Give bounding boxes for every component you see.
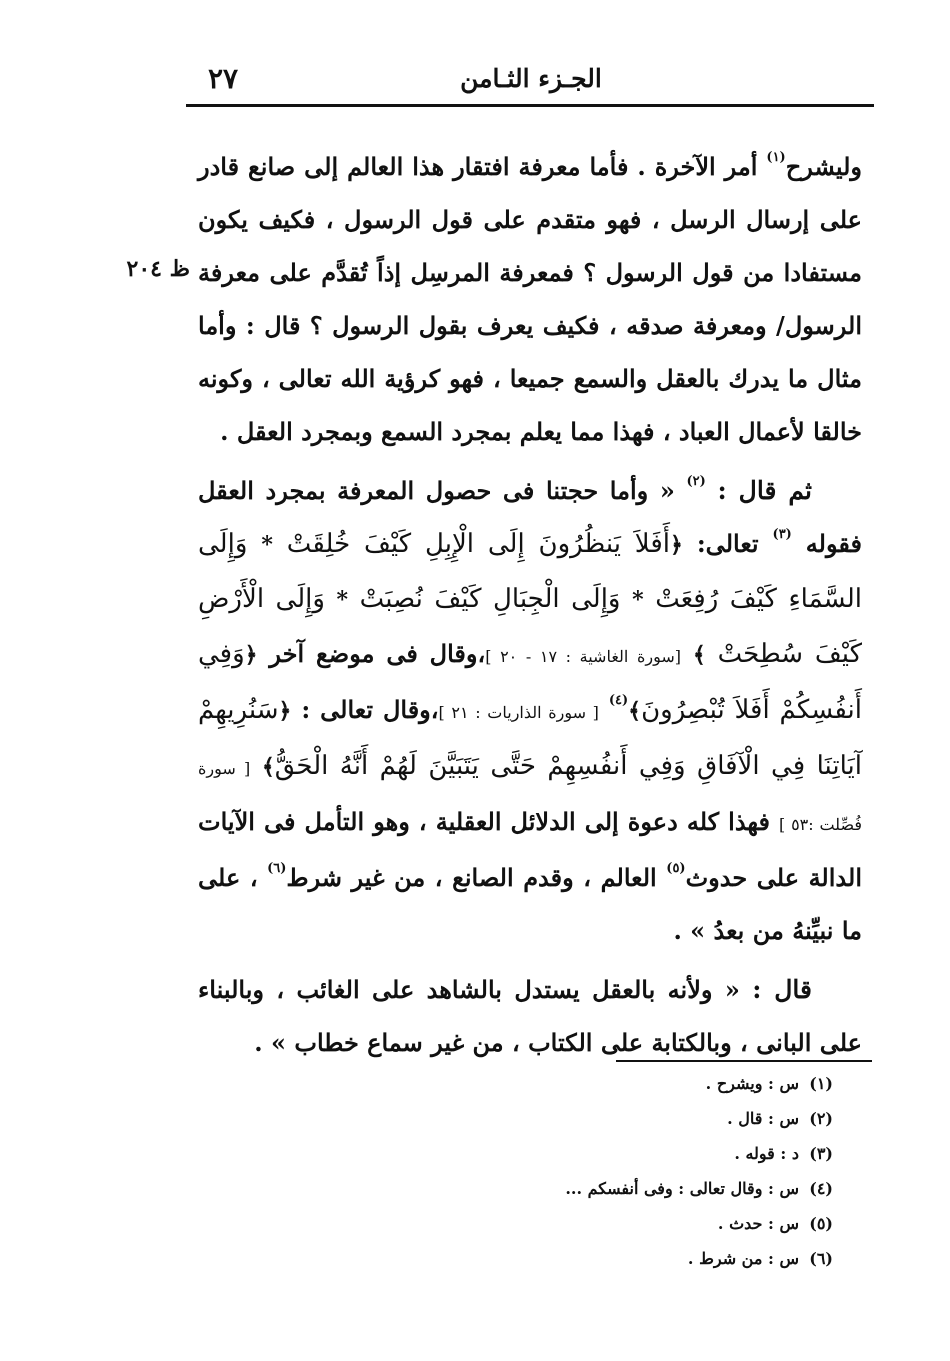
footnote-item <box>500 1241 833 1276</box>
footnote-number: (٣) <box>809 1144 833 1163</box>
text-run: ، على ما نبيِّنهُ من بعدُ » . <box>198 863 862 945</box>
quran-bracket-open: ﴿ <box>669 532 683 558</box>
quran-bracket-open: ﴿ <box>244 642 258 668</box>
footnote-number: (٦) <box>809 1249 833 1268</box>
paragraph-2 <box>198 464 862 957</box>
lead-word: قال : <box>752 975 812 1004</box>
text-run: ،وقال فى موضع آخر <box>257 639 486 668</box>
footnote-marker-3[interactable]: (٣) <box>772 527 792 542</box>
running-title: الجـزء الثـامن <box>460 64 602 93</box>
quran-bracket-close: ﴾ <box>628 698 642 724</box>
page-header <box>190 56 872 106</box>
verse-separator: * <box>336 587 349 613</box>
quran-bracket-close: ﴾ <box>692 642 706 668</box>
text-run: « ولأنه بالعقل يستدل بالشاهد على الغائب ، وبالبناء على البانى ، وبالكتابة على الكتاب ، من غير سماع خطاب » . <box>198 975 862 1057</box>
surah-reference: [سورة الغاشية : ١٧ - ٢٠ ] <box>485 647 681 666</box>
footnote-text: س : من شرط . <box>687 1249 799 1268</box>
text-run: وليشرح <box>785 152 862 181</box>
paragraph-1 <box>198 140 862 458</box>
quran-verse: سَنُرِيهِمْ آيَاتِنَا فِي الْآفَاقِ وَفِي أَنفُسِهِمْ حَتَّى يَتَبَيَّنَ لَهُمْ أَنَّهُ الْحَقُّ <box>198 695 862 781</box>
quran-verse: وَإِلَى السَّمَاءِ كَيْفَ رُفِعَتْ <box>198 529 862 614</box>
quran-verse: وَفِي أَنفُسِكُمْ أَفَلاَ تُبْصِرُونَ <box>198 639 862 725</box>
header-rule <box>186 104 874 107</box>
footnote-item <box>500 1066 833 1101</box>
quran-verse: أَفَلاَ يَنظُرُونَ إِلَى الْإِبِلِ كَيْفَ خُلِقَتْ <box>286 529 670 559</box>
footnote-number: (٤) <box>809 1179 833 1198</box>
quran-bracket-close: ﴾ <box>261 754 275 780</box>
footnote-item <box>500 1171 833 1206</box>
text-run: ،وقال تعالى : <box>291 695 439 724</box>
footnote-item <box>500 1101 833 1136</box>
footnote-text: س : وقال تعالى : وفى أنفسكم ... <box>565 1179 799 1198</box>
footnote-text: س : حدث . <box>717 1214 799 1233</box>
manuscript-folio-marker: ظ ٢٠٤ <box>126 256 190 282</box>
text-run: « وأما حجتنا فى حصول المعرفة بمجرد العقل فقوله <box>198 476 862 558</box>
quran-verse: وَإِلَى الْأَرْضِ كَيْفَ سُطِحَتْ <box>198 584 862 669</box>
quran-bracket-open: ﴿ <box>278 698 292 724</box>
surah-reference: [ سورة الذاريات : ٢١ ] <box>438 703 599 722</box>
footnotes <box>500 1066 833 1276</box>
text-run: فهذا كله دعوة إلى الدلائل العقلية ، وهو التأمل فى الآيات الدالة على حدوث <box>198 807 862 892</box>
footnote-number: (٥) <box>809 1214 833 1233</box>
verse-separator: * <box>632 587 644 613</box>
footnote-marker-5[interactable]: (٥) <box>666 861 686 876</box>
footnote-marker-4[interactable]: (٤) <box>608 693 629 708</box>
footnote-text: س : قال . <box>727 1109 799 1128</box>
quran-verse: وَإِلَى الْجِبَالِ كَيْفَ نُصِبَتْ <box>359 584 621 614</box>
text-run: العالم ، وقدم الصانع ، من غير شرط <box>286 863 667 892</box>
footnote-text: س : ويشرح . <box>705 1074 799 1093</box>
footnote-number: (٢) <box>809 1109 833 1128</box>
footnote-rule <box>616 1060 872 1062</box>
footnote-marker-2[interactable]: (٢) <box>686 474 706 489</box>
verse-separator: * <box>261 532 273 558</box>
lead-word: ثم قال : <box>717 476 813 505</box>
paragraph-3 <box>198 963 862 1069</box>
text-run: أمر الآخرة . فأما معرفة افتقار هذا العالم إلى صانع قادر على إرسال الرسل ، فهو متقدم على قول الرسول ، فكيف يكون مستفادا من قول الرسول ؟ فمعرفة المرسِل إذاً تُقدَّم على معرفة الرسول/ ومعرفة صدقه ، فكيف يعرف بقول الرسول ؟ قال : وأما مثال ما يدرك بالعقل والسمع جميعا ، فهو كرؤية الله تعالى ، وكونه خالقا لأعمال العباد ، فهذا مما يعلم بمجرد السمع وبمجرد العقل . <box>198 152 862 446</box>
footnote-text: د : قوله . <box>734 1144 799 1163</box>
text-run: تعالى: <box>682 529 773 558</box>
footnote-marker-6[interactable]: (٦) <box>267 861 287 876</box>
footnote-marker-1[interactable]: (١) <box>766 150 786 165</box>
surah-reference: [ سورة فُصِّلت :٥٣ ] <box>198 759 862 834</box>
main-text <box>198 140 862 1069</box>
page-number: ٢٧ <box>208 62 239 95</box>
footnote-item <box>500 1136 833 1171</box>
footnote-number: (١) <box>809 1074 833 1093</box>
footnote-item <box>500 1206 833 1241</box>
